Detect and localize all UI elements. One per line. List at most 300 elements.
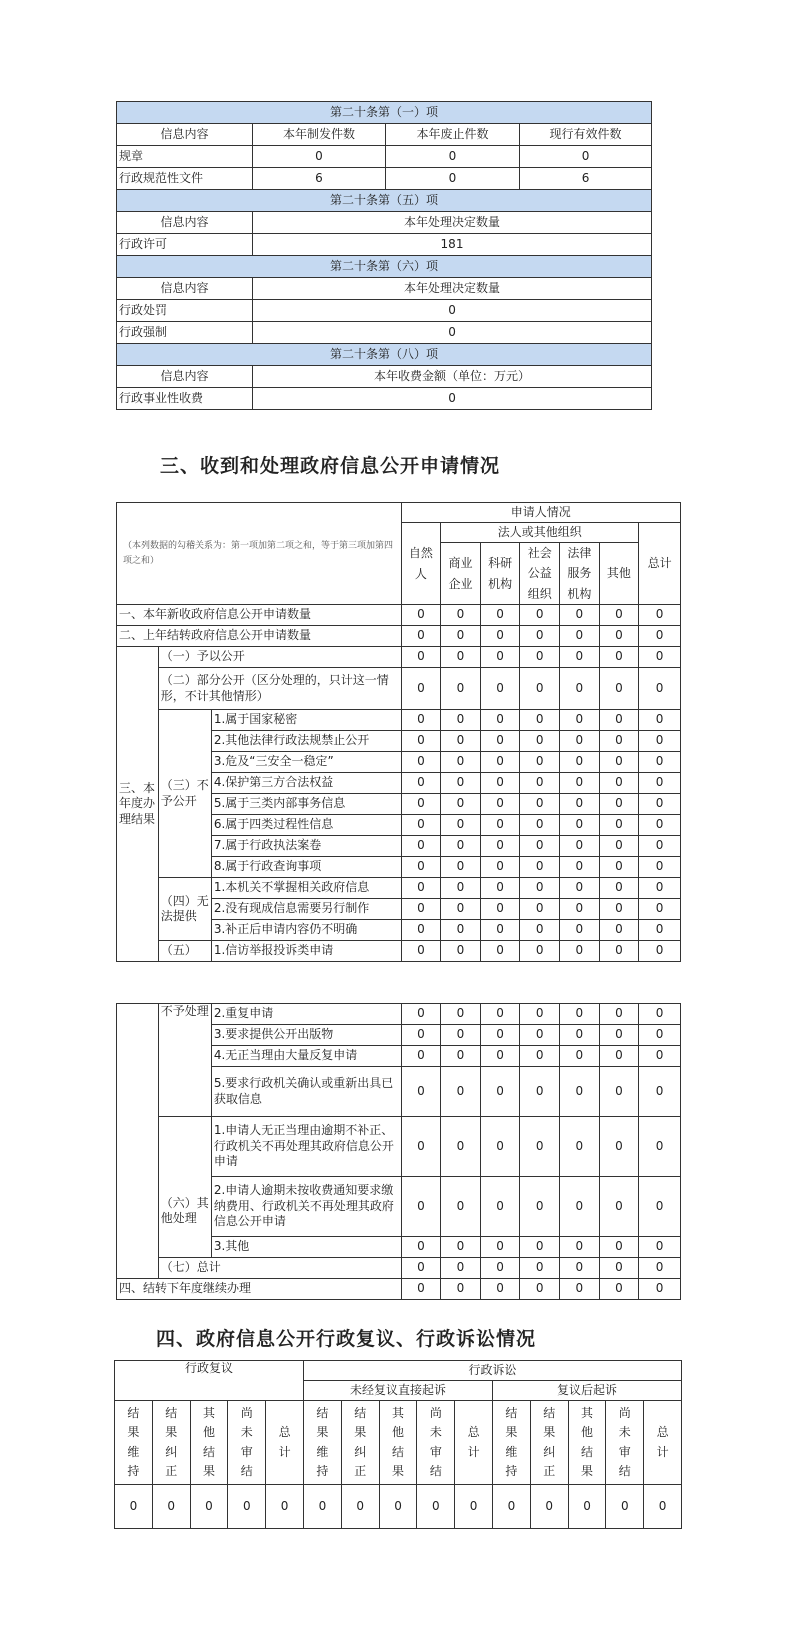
row-label: 4.无正当理由大量反复申请 [211, 1046, 401, 1067]
value-cell: 0 [560, 920, 600, 941]
value-cell: 0 [401, 773, 441, 794]
value-cell: 0 [560, 836, 600, 857]
table-row [117, 647, 681, 668]
value-cell: 0 [560, 857, 600, 878]
value-cell: 0 [441, 836, 481, 857]
value-cell: 0 [639, 794, 681, 815]
row-group-label: 不予处理 [158, 1004, 211, 1117]
table-row [117, 168, 652, 190]
value-cell: 0 [520, 146, 652, 168]
value-cell: 0 [599, 1177, 639, 1237]
value-cell: 0 [520, 626, 560, 647]
column-header: 结果维持 [304, 1401, 342, 1485]
row-label: 8.属于行政查询事项 [211, 857, 401, 878]
value-cell: 6 [520, 168, 652, 190]
value-cell: 0 [520, 941, 560, 962]
row-label: 5.属于三类内部事务信息 [211, 794, 401, 815]
value-cell: 0 [599, 836, 639, 857]
value-cell: 0 [480, 1046, 520, 1067]
value-cell: 0 [441, 1258, 481, 1279]
value-cell: 0 [639, 836, 681, 857]
value-cell: 0 [401, 731, 441, 752]
value-cell: 0 [639, 605, 681, 626]
value-cell: 0 [599, 815, 639, 836]
value-cell: 0 [253, 300, 652, 322]
row-group-label: （五） [158, 941, 211, 962]
column-header: 其他 [599, 543, 639, 605]
value-cell: 0 [560, 1025, 600, 1046]
value-cell: 0 [560, 647, 600, 668]
row-label: 3.危及“三安全一稳定” [211, 752, 401, 773]
application-table-part1 [116, 502, 681, 962]
value-cell: 0 [441, 1046, 481, 1067]
value-cell: 0 [480, 941, 520, 962]
value-cell: 0 [520, 1258, 560, 1279]
application-table-part2 [116, 1003, 681, 1300]
value-cell: 0 [480, 1177, 520, 1237]
value-cell: 0 [441, 920, 481, 941]
table-row [117, 212, 652, 234]
column-header: 结果维持 [115, 1401, 153, 1485]
value-cell: 0 [441, 731, 481, 752]
value-cell: 0 [480, 752, 520, 773]
value-cell: 0 [441, 878, 481, 899]
table-row [117, 234, 652, 256]
value-cell: 0 [341, 1485, 379, 1529]
value-cell: 0 [441, 1004, 481, 1025]
value-cell: 0 [401, 815, 441, 836]
value-cell: 0 [520, 878, 560, 899]
table-row [117, 278, 652, 300]
value-cell: 0 [599, 626, 639, 647]
value-cell: 0 [401, 752, 441, 773]
value-cell: 0 [599, 857, 639, 878]
value-cell: 0 [639, 1025, 681, 1046]
value-cell: 0 [401, 1237, 441, 1258]
value-cell: 0 [480, 1258, 520, 1279]
value-cell: 0 [253, 146, 386, 168]
value-cell: 0 [599, 920, 639, 941]
column-header: 尚未审结 [228, 1401, 266, 1485]
column-header: 总计 [266, 1401, 304, 1485]
value-cell: 0 [599, 731, 639, 752]
value-cell: 0 [560, 815, 600, 836]
row-label: 3.其他 [211, 1237, 401, 1258]
value-cell: 0 [599, 941, 639, 962]
row-label: 二、上年结转政府信息公开申请数量 [117, 626, 402, 647]
row-group-label: （四）无法提供 [158, 878, 211, 941]
column-header: 其他结果 [568, 1401, 606, 1485]
value-cell: 0 [386, 146, 520, 168]
column-header: 结果维持 [493, 1401, 531, 1485]
value-cell: 0 [455, 1485, 493, 1529]
value-cell: 0 [560, 1004, 600, 1025]
value-cell: 0 [520, 1177, 560, 1237]
value-cell: 0 [520, 773, 560, 794]
value-cell: 0 [441, 1067, 481, 1117]
value-cell: 0 [441, 1025, 481, 1046]
value-cell: 0 [480, 1004, 520, 1025]
column-header: 信息内容 [117, 124, 253, 146]
litigation-header: 行政诉讼 [304, 1361, 682, 1381]
value-cell: 0 [441, 668, 481, 710]
value-cell: 0 [480, 1067, 520, 1117]
value-cell: 0 [401, 941, 441, 962]
table-row [117, 256, 652, 278]
value-cell: 0 [599, 710, 639, 731]
row-label: 1.本机关不掌握相关政府信息 [211, 878, 401, 899]
table-row [115, 1361, 682, 1381]
table-row [117, 503, 681, 523]
value-cell: 0 [560, 878, 600, 899]
value-cell: 0 [520, 605, 560, 626]
value-cell: 0 [480, 857, 520, 878]
value-cell: 0 [417, 1485, 455, 1529]
row-label: 行政强制 [117, 322, 253, 344]
section-header: 第二十条第（一）项 [117, 102, 652, 124]
review-litigation-table [114, 1360, 682, 1529]
value-cell: 0 [304, 1485, 342, 1529]
table-row [117, 102, 652, 124]
value-cell: 0 [520, 752, 560, 773]
value-cell: 0 [441, 1177, 481, 1237]
column-header: 总计 [639, 523, 681, 605]
value-cell: 0 [599, 899, 639, 920]
value-cell: 0 [480, 920, 520, 941]
value-cell: 0 [599, 1004, 639, 1025]
table-row [117, 1279, 681, 1300]
value-cell: 0 [480, 668, 520, 710]
column-header: 科研机构 [480, 543, 520, 605]
section4-title: 四、政府信息公开行政复议、行政诉讼情况 [156, 1328, 537, 1350]
value-cell: 0 [441, 794, 481, 815]
row-label: 一、本年新收政府信息公开申请数量 [117, 605, 402, 626]
table-row [117, 626, 681, 647]
value-cell: 0 [560, 773, 600, 794]
row-label: 规章 [117, 146, 253, 168]
value-cell: 0 [639, 752, 681, 773]
value-cell: 0 [480, 710, 520, 731]
legal-header: 法人或其他组织 [441, 523, 639, 543]
value-cell: 0 [639, 710, 681, 731]
row-label: 四、结转下年度继续办理 [117, 1279, 402, 1300]
row-label: （七）总计 [158, 1258, 401, 1279]
value-cell: 0 [639, 626, 681, 647]
value-cell: 0 [644, 1485, 682, 1529]
column-header: 结果纠正 [341, 1401, 379, 1485]
after-review-header: 复议后起诉 [493, 1381, 682, 1401]
column-header: 信息内容 [117, 212, 253, 234]
relation-note: （本列数据的勾稽关系为：第一项加第二项之和，等于第三项加第四项之和） [117, 503, 402, 605]
section-header: 第二十条第（五）项 [117, 190, 652, 212]
table-row [117, 668, 681, 710]
value-cell: 0 [441, 626, 481, 647]
table-row [117, 300, 652, 322]
column-header: 现行有效件数 [520, 124, 652, 146]
value-cell: 0 [530, 1485, 568, 1529]
value-cell: 0 [401, 1258, 441, 1279]
value-cell: 0 [560, 752, 600, 773]
value-cell: 0 [401, 1046, 441, 1067]
value-cell: 0 [401, 857, 441, 878]
column-header: 尚未审结 [417, 1401, 455, 1485]
value-cell: 0 [599, 1258, 639, 1279]
value-cell: 0 [599, 878, 639, 899]
value-cell: 0 [441, 1237, 481, 1258]
column-header: 法律服务机构 [560, 543, 600, 605]
column-header: 本年废止件数 [386, 124, 520, 146]
row-group-label: 三、本年度办理结果 [117, 647, 159, 962]
row-label: 2.没有现成信息需要另行制作 [211, 899, 401, 920]
value-cell: 0 [639, 1177, 681, 1237]
table-row [117, 388, 652, 410]
value-cell: 0 [639, 857, 681, 878]
value-cell: 0 [480, 1279, 520, 1300]
column-header: 本年处理决定数量 [253, 278, 652, 300]
value-cell: 0 [639, 815, 681, 836]
value-cell: 0 [480, 773, 520, 794]
row-label: （二）部分公开（区分处理的，只计这一情形，不计其他情形） [158, 668, 401, 710]
value-cell: 0 [480, 836, 520, 857]
value-cell: 0 [560, 1117, 600, 1177]
column-header: 其他结果 [190, 1401, 228, 1485]
table-row [117, 190, 652, 212]
value-cell: 0 [480, 794, 520, 815]
row-label: （一）予以公开 [158, 647, 401, 668]
value-cell: 0 [520, 1279, 560, 1300]
value-cell: 0 [599, 773, 639, 794]
value-cell: 0 [401, 1117, 441, 1177]
value-cell: 0 [441, 1279, 481, 1300]
value-cell: 0 [441, 1117, 481, 1177]
row-label: 行政事业性收费 [117, 388, 253, 410]
value-cell: 0 [480, 1237, 520, 1258]
value-cell: 6 [253, 168, 386, 190]
value-cell: 0 [639, 1004, 681, 1025]
article20-table [116, 101, 652, 410]
value-cell: 0 [520, 1046, 560, 1067]
table-row [115, 1485, 682, 1529]
value-cell: 0 [480, 605, 520, 626]
value-cell: 0 [639, 1279, 681, 1300]
value-cell: 0 [253, 322, 652, 344]
value-cell: 0 [599, 794, 639, 815]
value-cell: 0 [520, 794, 560, 815]
value-cell: 0 [190, 1485, 228, 1529]
value-cell: 0 [379, 1485, 417, 1529]
table-row [117, 146, 652, 168]
column-header: 本年收费金额（单位：万元） [253, 366, 652, 388]
row-label: 2.其他法律行政法规禁止公开 [211, 731, 401, 752]
value-cell: 0 [560, 731, 600, 752]
table-row [117, 941, 681, 962]
value-cell: 0 [560, 1177, 600, 1237]
row-label: 2.重复申请 [211, 1004, 401, 1025]
value-cell: 0 [401, 605, 441, 626]
column-header: 社会公益组织 [520, 543, 560, 605]
value-cell: 0 [441, 941, 481, 962]
row-label: 1.信访举报投诉类申请 [211, 941, 401, 962]
value-cell: 0 [401, 1004, 441, 1025]
value-cell: 0 [639, 878, 681, 899]
column-header: 结果纠正 [530, 1401, 568, 1485]
value-cell: 0 [599, 1046, 639, 1067]
value-cell: 0 [401, 836, 441, 857]
column-header: 其他结果 [379, 1401, 417, 1485]
value-cell: 0 [401, 710, 441, 731]
column-header: 自然人 [401, 523, 441, 605]
value-cell: 0 [520, 731, 560, 752]
column-header: 结果纠正 [152, 1401, 190, 1485]
value-cell: 0 [560, 1279, 600, 1300]
table-row [117, 710, 681, 731]
value-cell: 0 [401, 1025, 441, 1046]
value-cell: 0 [639, 773, 681, 794]
value-cell: 0 [520, 1237, 560, 1258]
value-cell: 0 [560, 668, 600, 710]
value-cell: 0 [639, 1117, 681, 1177]
value-cell: 0 [599, 1237, 639, 1258]
value-cell: 0 [520, 668, 560, 710]
table-row [117, 322, 652, 344]
table-row [115, 1401, 682, 1485]
value-cell: 0 [560, 1237, 600, 1258]
value-cell: 0 [401, 647, 441, 668]
value-cell: 0 [401, 878, 441, 899]
review-header: 行政复议 [115, 1361, 304, 1401]
row-label: 4.保护第三方合法权益 [211, 773, 401, 794]
row-label: 2.申请人逾期未按收费通知要求缴纳费用、行政机关不再处理其政府信息公开申请 [211, 1177, 401, 1237]
table-row [117, 605, 681, 626]
value-cell: 0 [560, 710, 600, 731]
row-group-label: （三）不予公开 [158, 710, 211, 878]
value-cell: 0 [520, 1004, 560, 1025]
value-cell: 0 [441, 815, 481, 836]
section-header: 第二十条第（六）项 [117, 256, 652, 278]
direct-suit-header: 未经复议直接起诉 [304, 1381, 493, 1401]
column-header: 商业企业 [441, 543, 481, 605]
table-row [117, 366, 652, 388]
value-cell: 0 [599, 668, 639, 710]
value-cell: 181 [253, 234, 652, 256]
value-cell: 0 [480, 815, 520, 836]
value-cell: 0 [386, 168, 520, 190]
column-header: 总计 [455, 1401, 493, 1485]
section-header: 第二十条第（八）项 [117, 344, 652, 366]
value-cell: 0 [639, 731, 681, 752]
row-group-label: （六）其他处理 [158, 1117, 211, 1258]
value-cell: 0 [520, 1025, 560, 1046]
table-row [117, 124, 652, 146]
row-label: 1.申请人无正当理由逾期不补正、行政机关不再处理其政府信息公开申请 [211, 1117, 401, 1177]
value-cell: 0 [115, 1485, 153, 1529]
value-cell: 0 [599, 1067, 639, 1117]
row-label: 行政处罚 [117, 300, 253, 322]
value-cell: 0 [560, 1067, 600, 1117]
value-cell: 0 [152, 1485, 190, 1529]
row-group-label-cont [117, 1004, 159, 1279]
value-cell: 0 [441, 605, 481, 626]
value-cell: 0 [599, 1279, 639, 1300]
section3-title: 三、收到和处理政府信息公开申请情况 [160, 455, 501, 477]
value-cell: 0 [441, 773, 481, 794]
value-cell: 0 [639, 1258, 681, 1279]
value-cell: 0 [480, 647, 520, 668]
value-cell: 0 [441, 710, 481, 731]
value-cell: 0 [480, 1117, 520, 1177]
value-cell: 0 [560, 1258, 600, 1279]
value-cell: 0 [520, 710, 560, 731]
value-cell: 0 [520, 1067, 560, 1117]
value-cell: 0 [441, 752, 481, 773]
value-cell: 0 [401, 1279, 441, 1300]
value-cell: 0 [253, 388, 652, 410]
value-cell: 0 [599, 605, 639, 626]
value-cell: 0 [480, 731, 520, 752]
column-header: 尚未审结 [606, 1401, 644, 1485]
value-cell: 0 [639, 1067, 681, 1117]
value-cell: 0 [606, 1485, 644, 1529]
value-cell: 0 [599, 752, 639, 773]
value-cell: 0 [639, 899, 681, 920]
value-cell: 0 [401, 899, 441, 920]
value-cell: 0 [639, 647, 681, 668]
value-cell: 0 [480, 899, 520, 920]
value-cell: 0 [568, 1485, 606, 1529]
column-header: 总计 [644, 1401, 682, 1485]
value-cell: 0 [560, 605, 600, 626]
applicant-header: 申请人情况 [401, 503, 680, 523]
value-cell: 0 [520, 920, 560, 941]
value-cell: 0 [639, 920, 681, 941]
value-cell: 0 [520, 647, 560, 668]
value-cell: 0 [560, 1046, 600, 1067]
value-cell: 0 [560, 794, 600, 815]
column-header: 信息内容 [117, 366, 253, 388]
row-label: 6.属于四类过程性信息 [211, 815, 401, 836]
column-header: 本年制发件数 [253, 124, 386, 146]
row-label: 5.要求行政机关确认或重新出具已获取信息 [211, 1067, 401, 1117]
column-header: 信息内容 [117, 278, 253, 300]
value-cell: 0 [520, 836, 560, 857]
value-cell: 0 [639, 941, 681, 962]
value-cell: 0 [520, 857, 560, 878]
value-cell: 0 [401, 668, 441, 710]
table-row [117, 878, 681, 899]
value-cell: 0 [401, 1067, 441, 1117]
value-cell: 0 [560, 941, 600, 962]
value-cell: 0 [401, 920, 441, 941]
value-cell: 0 [639, 668, 681, 710]
value-cell: 0 [493, 1485, 531, 1529]
value-cell: 0 [441, 647, 481, 668]
value-cell: 0 [441, 857, 481, 878]
row-label: 7.属于行政执法案卷 [211, 836, 401, 857]
value-cell: 0 [560, 626, 600, 647]
table-row [117, 1117, 681, 1177]
row-label: 1.属于国家秘密 [211, 710, 401, 731]
column-header: 本年处理决定数量 [253, 212, 652, 234]
value-cell: 0 [520, 1117, 560, 1177]
value-cell: 0 [480, 1025, 520, 1046]
value-cell: 0 [401, 626, 441, 647]
row-label: 3.补正后申请内容仍不明确 [211, 920, 401, 941]
value-cell: 0 [480, 626, 520, 647]
value-cell: 0 [639, 1046, 681, 1067]
value-cell: 0 [266, 1485, 304, 1529]
table-row [117, 1004, 681, 1025]
value-cell: 0 [560, 899, 600, 920]
